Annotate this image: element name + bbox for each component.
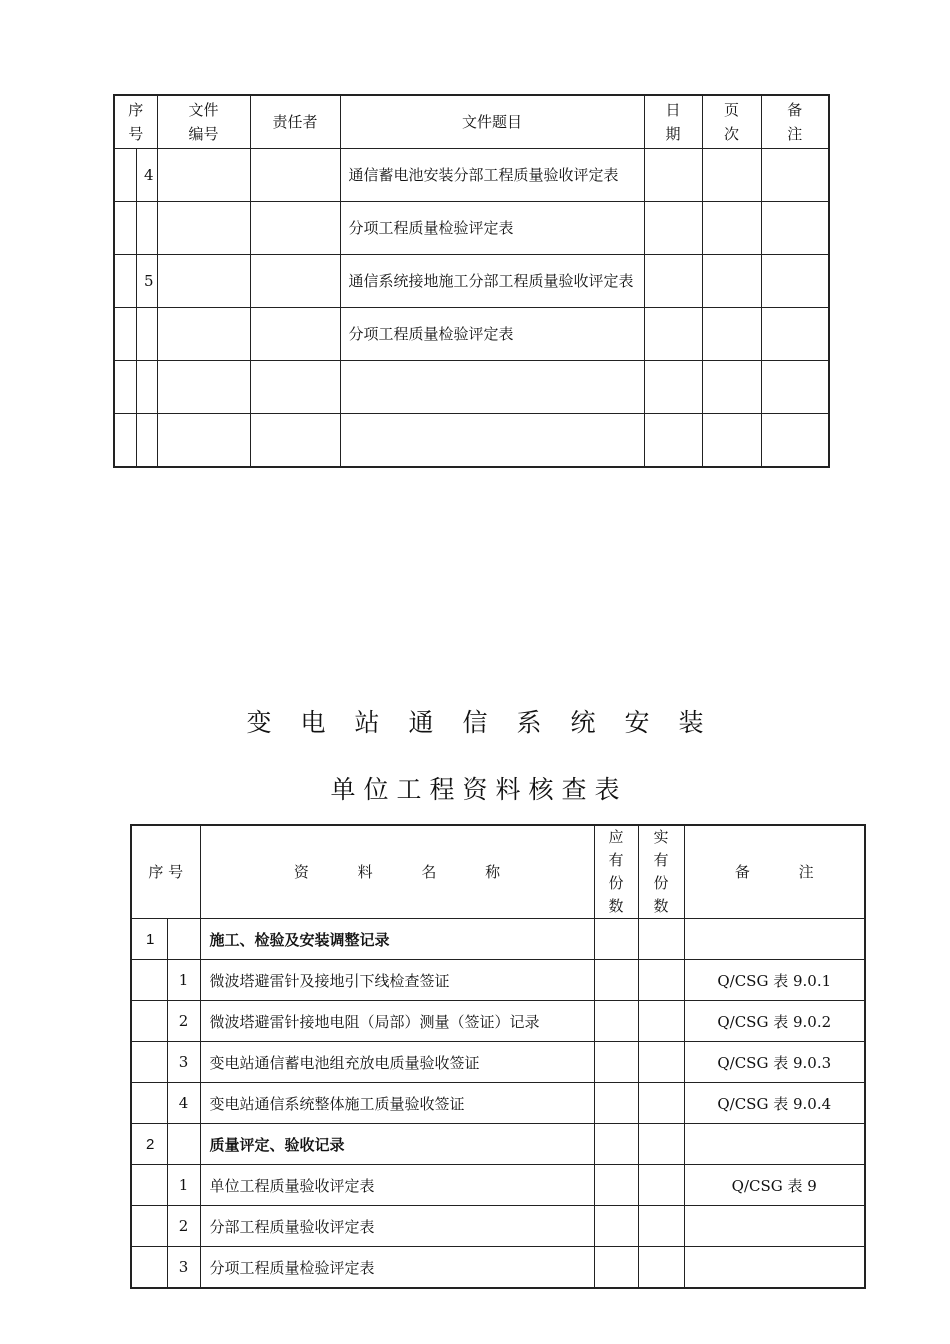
table-row: [131, 1165, 865, 1206]
checklist-table: [130, 824, 866, 1289]
header-seq: 序 号: [131, 825, 200, 919]
item-remark: [684, 1247, 865, 1289]
item-number: 4: [167, 1083, 200, 1124]
item-remark: Q/CSG 表 9.0.1: [684, 960, 865, 1001]
item-remark: Q/CSG 表 9: [684, 1165, 865, 1206]
item-number: 2: [167, 1001, 200, 1042]
table-row: [114, 255, 829, 308]
table-row: [131, 1042, 865, 1083]
section-row: [131, 1124, 865, 1165]
item-name: 分项工程质量检验评定表: [200, 1247, 594, 1289]
item-number: 3: [167, 1247, 200, 1289]
table-row: [131, 1247, 865, 1289]
item-remark: Q/CSG 表 9.0.2: [684, 1001, 865, 1042]
row-number: 4: [136, 149, 157, 202]
section-title: 施工、检验及安装调整记录: [200, 919, 594, 960]
item-name: 变电站通信系统整体施工质量验收签证: [200, 1083, 594, 1124]
row-title: 分项工程质量检验评定表: [340, 202, 644, 255]
checklist-header-row: [131, 825, 865, 919]
item-number: 2: [167, 1206, 200, 1247]
row-title: [340, 414, 644, 468]
row-title: 通信蓄电池安装分部工程质量验收评定表: [340, 149, 644, 202]
item-number: 3: [167, 1042, 200, 1083]
row-title: [340, 361, 644, 414]
item-number: 1: [167, 1165, 200, 1206]
row-number: [136, 202, 157, 255]
header-required: 应有份数: [594, 825, 638, 919]
header-name: 资 料 名 称: [200, 825, 594, 919]
table-row: [114, 308, 829, 361]
header-date: 日期: [644, 95, 702, 149]
file-list-header-row: [114, 95, 829, 149]
section-title: 质量评定、验收记录: [200, 1124, 594, 1165]
header-title: 文件题目: [340, 95, 644, 149]
item-remark: [684, 1206, 865, 1247]
table-row: [131, 1083, 865, 1124]
item-number: 1: [167, 960, 200, 1001]
item-remark: Q/CSG 表 9.0.3: [684, 1042, 865, 1083]
row-title: 通信系统接地施工分部工程质量验收评定表: [340, 255, 644, 308]
header-doc-no: 文件编号: [157, 95, 250, 149]
item-name: 变电站通信蓄电池组充放电质量验收签证: [200, 1042, 594, 1083]
row-title: 分项工程质量检验评定表: [340, 308, 644, 361]
table-row: [114, 414, 829, 468]
section-number: 1: [131, 919, 167, 960]
header-owner: 责任者: [250, 95, 340, 149]
item-remark: Q/CSG 表 9.0.4: [684, 1083, 865, 1124]
header-seq: 序号: [114, 95, 157, 149]
table-row: [131, 960, 865, 1001]
row-number: [136, 361, 157, 414]
page-title: 变电站通信系统安装: [246, 708, 733, 737]
table-row: [114, 361, 829, 414]
header-remark: 备注: [761, 95, 829, 149]
item-name: 单位工程质量验收评定表: [200, 1165, 594, 1206]
page-subtitle: 单位工程资料核查表: [330, 775, 628, 804]
section-number: 2: [131, 1124, 167, 1165]
section-row: [131, 919, 865, 960]
row-number: 5: [136, 255, 157, 308]
table-row: [114, 202, 829, 255]
header-remark: 备 注: [684, 825, 865, 919]
row-number: [136, 308, 157, 361]
row-number: [136, 414, 157, 468]
table-row: [131, 1001, 865, 1042]
header-actual: 实有份数: [638, 825, 684, 919]
file-list-table: [113, 94, 830, 468]
item-name: 分部工程质量验收评定表: [200, 1206, 594, 1247]
table-row: [131, 1206, 865, 1247]
item-name: 微波塔避雷针接地电阻（局部）测量（签证）记录: [200, 1001, 594, 1042]
table-row: [114, 149, 829, 202]
header-page: 页次: [702, 95, 761, 149]
item-name: 微波塔避雷针及接地引下线检查签证: [200, 960, 594, 1001]
